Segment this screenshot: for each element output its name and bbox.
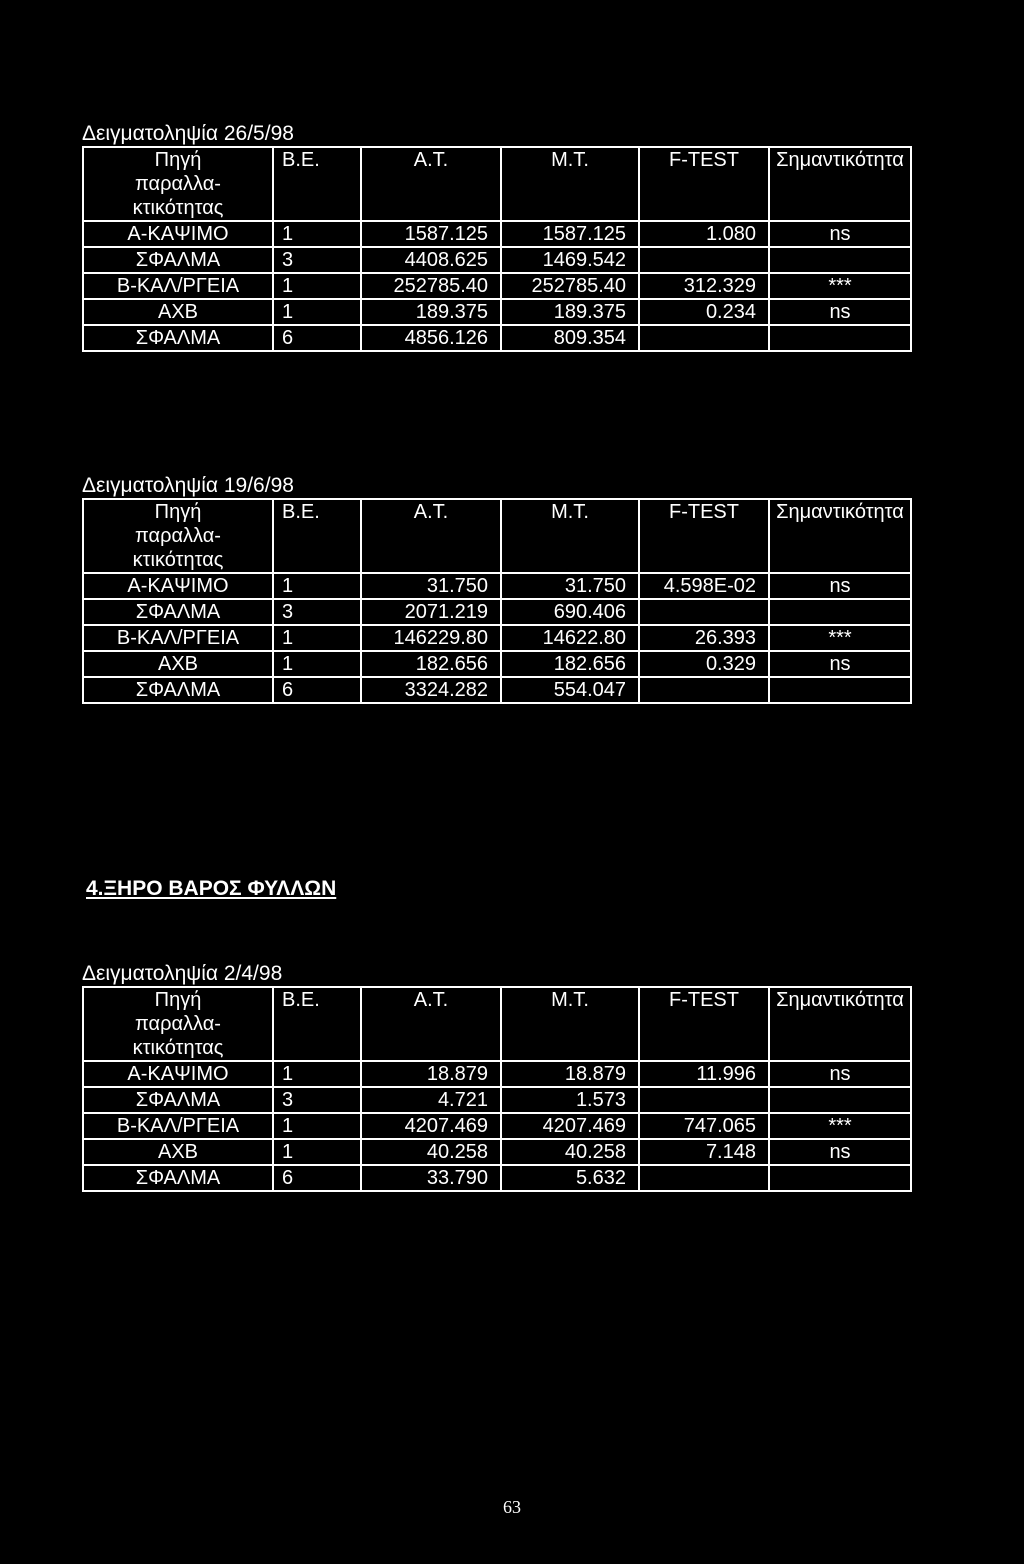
table-block-3 [82,962,910,1192]
table-caption: Δειγματοληψία 19/6/98 [82,474,294,497]
cell-df: 6 [273,325,361,351]
cell-sum-of-squares: 4207.469 [361,1113,501,1139]
cell-significance [769,599,911,625]
table-row [83,573,911,599]
cell-source: ΣΦΑΛΜΑ [83,1087,273,1113]
cell-mean-square: 252785.40 [501,273,639,299]
header-source: Πηγή παραλλα- κτικότητας [83,147,273,221]
cell-source: Α-ΚΑΨΙΜΟ [83,1061,273,1087]
cell-sum-of-squares: 146229.80 [361,625,501,651]
header-significance: Σημαντικότητα [769,499,911,573]
cell-mean-square: 1587.125 [501,221,639,247]
cell-df: 1 [273,1061,361,1087]
table-row [83,273,911,299]
cell-source: ΑΧΒ [83,299,273,325]
anova-table [82,986,912,1192]
cell-f-test: 747.065 [639,1113,769,1139]
cell-mean-square: 14622.80 [501,625,639,651]
cell-mean-square: 1.573 [501,1087,639,1113]
cell-significance: ns [769,573,911,599]
cell-df: 6 [273,1165,361,1191]
table-header-row [83,499,911,573]
cell-sum-of-squares: 1587.125 [361,221,501,247]
table-row [83,1087,911,1113]
cell-f-test: 11.996 [639,1061,769,1087]
header-sum-of-squares: Α.Τ. [361,147,501,221]
cell-f-test [639,599,769,625]
header-source: Πηγή παραλλα- κτικότητας [83,987,273,1061]
cell-sum-of-squares: 18.879 [361,1061,501,1087]
cell-mean-square: 18.879 [501,1061,639,1087]
cell-mean-square: 31.750 [501,573,639,599]
table-row [83,625,911,651]
cell-significance [769,1165,911,1191]
cell-f-test [639,677,769,703]
cell-f-test: 312.329 [639,273,769,299]
cell-sum-of-squares: 182.656 [361,651,501,677]
cell-f-test: 1.080 [639,221,769,247]
cell-sum-of-squares: 3324.282 [361,677,501,703]
cell-sum-of-squares: 31.750 [361,573,501,599]
cell-significance: ns [769,1061,911,1087]
header-f-test: F-TEST [639,499,769,573]
cell-mean-square: 40.258 [501,1139,639,1165]
table-header-row [83,987,911,1061]
table-row [83,247,911,273]
cell-f-test: 4.598E-02 [639,573,769,599]
table-row [83,651,911,677]
table-header-row [83,147,911,221]
cell-source: Β-ΚΑΛ/ΡΓΕΙΑ [83,625,273,651]
header-significance: Σημαντικότητα [769,147,911,221]
cell-df: 3 [273,1087,361,1113]
cell-source: ΣΦΑΛΜΑ [83,247,273,273]
anova-table [82,498,912,704]
cell-f-test [639,1165,769,1191]
cell-f-test [639,247,769,273]
cell-df: 1 [273,299,361,325]
cell-sum-of-squares: 189.375 [361,299,501,325]
table-block-1 [82,122,910,352]
cell-significance [769,325,911,351]
cell-significance: ns [769,221,911,247]
cell-df: 1 [273,1139,361,1165]
cell-mean-square: 189.375 [501,299,639,325]
table-row [83,1113,911,1139]
header-significance: Σημαντικότητα [769,987,911,1061]
cell-significance: ns [769,1139,911,1165]
table-row [83,1139,911,1165]
table-row [83,599,911,625]
cell-source: ΣΦΑΛΜΑ [83,599,273,625]
cell-df: 6 [273,677,361,703]
cell-significance: ns [769,299,911,325]
page-number: 63 [503,1497,521,1517]
cell-mean-square: 4207.469 [501,1113,639,1139]
cell-df: 1 [273,651,361,677]
table-row [83,221,911,247]
cell-sum-of-squares: 40.258 [361,1139,501,1165]
cell-source: Α-ΚΑΨΙΜΟ [83,573,273,599]
header-mean-square: Μ.Τ. [501,147,639,221]
cell-source: Α-ΚΑΨΙΜΟ [83,221,273,247]
cell-sum-of-squares: 2071.219 [361,599,501,625]
cell-source: ΑΧΒ [83,1139,273,1165]
cell-f-test: 0.234 [639,299,769,325]
cell-source: Β-ΚΑΛ/ΡΓΕΙΑ [83,273,273,299]
cell-sum-of-squares: 252785.40 [361,273,501,299]
cell-mean-square: 182.656 [501,651,639,677]
table-block-2 [82,474,910,704]
section-heading: 4.ΞΗΡΟ ΒΑΡΟΣ ΦΥΛΛΩΝ [86,877,337,900]
header-mean-square: Μ.Τ. [501,987,639,1061]
cell-df: 1 [273,273,361,299]
cell-f-test: 0.329 [639,651,769,677]
cell-significance [769,677,911,703]
cell-significance: *** [769,625,911,651]
cell-mean-square: 809.354 [501,325,639,351]
cell-f-test [639,325,769,351]
cell-source: ΣΦΑΛΜΑ [83,325,273,351]
cell-sum-of-squares: 33.790 [361,1165,501,1191]
header-df: Β.Ε. [273,499,361,573]
table-row [83,1061,911,1087]
header-sum-of-squares: Α.Τ. [361,987,501,1061]
cell-df: 3 [273,599,361,625]
header-f-test: F-TEST [639,147,769,221]
cell-df: 1 [273,573,361,599]
cell-source: Β-ΚΑΛ/ΡΓΕΙΑ [83,1113,273,1139]
table-row [83,299,911,325]
table-row [83,677,911,703]
cell-mean-square: 1469.542 [501,247,639,273]
cell-mean-square: 5.632 [501,1165,639,1191]
cell-source: ΑΧΒ [83,651,273,677]
cell-f-test: 26.393 [639,625,769,651]
cell-sum-of-squares: 4.721 [361,1087,501,1113]
cell-sum-of-squares: 4408.625 [361,247,501,273]
cell-df: 3 [273,247,361,273]
header-f-test: F-TEST [639,987,769,1061]
cell-significance [769,1087,911,1113]
cell-significance: *** [769,1113,911,1139]
cell-sum-of-squares: 4856.126 [361,325,501,351]
table-caption: Δειγματοληψία 26/5/98 [82,122,294,145]
cell-mean-square: 690.406 [501,599,639,625]
cell-source: ΣΦΑΛΜΑ [83,677,273,703]
cell-f-test: 7.148 [639,1139,769,1165]
header-df: Β.Ε. [273,987,361,1061]
cell-significance: *** [769,273,911,299]
cell-df: 1 [273,221,361,247]
header-source: Πηγή παραλλα- κτικότητας [83,499,273,573]
cell-significance [769,247,911,273]
header-mean-square: Μ.Τ. [501,499,639,573]
cell-df: 1 [273,1113,361,1139]
anova-table [82,146,912,352]
cell-f-test [639,1087,769,1113]
header-df: Β.Ε. [273,147,361,221]
cell-mean-square: 554.047 [501,677,639,703]
table-caption: Δειγματοληψία 2/4/98 [82,962,283,985]
cell-df: 1 [273,625,361,651]
table-row [83,1165,911,1191]
cell-significance: ns [769,651,911,677]
table-row [83,325,911,351]
header-sum-of-squares: Α.Τ. [361,499,501,573]
cell-source: ΣΦΑΛΜΑ [83,1165,273,1191]
